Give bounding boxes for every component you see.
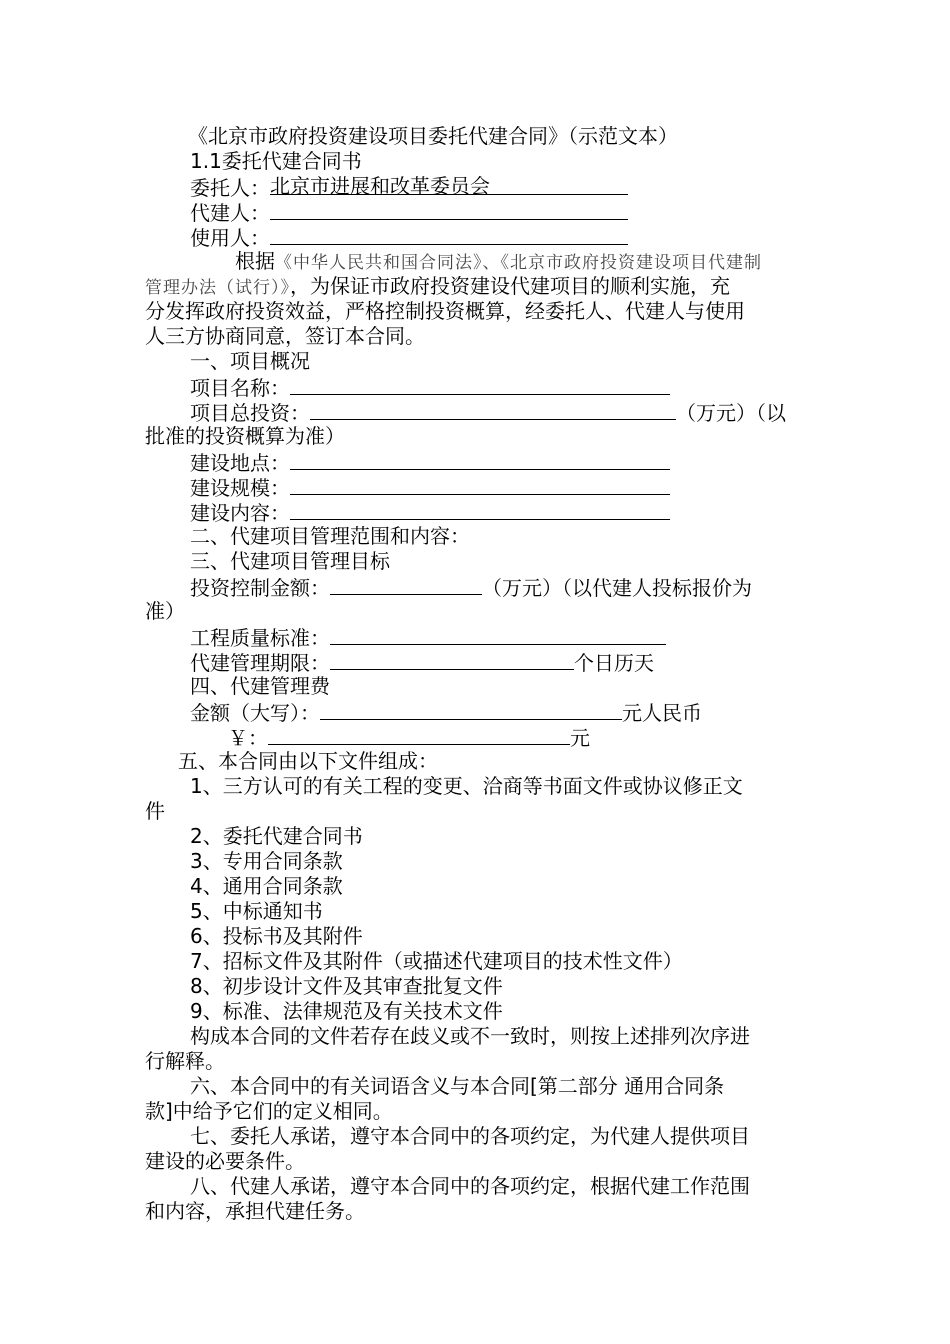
section-6-line-1: 六、本合同中的有关词语含义与本合同[第二部分 通用合同条 [190,1074,725,1098]
section-7-line-1: 七、委托人承诺，遵守本合同中的各项约定，为代建人提供项目 [190,1124,750,1148]
period-suffix: 个日历天 [574,651,654,675]
precedence-note-2: 行解释。 [145,1049,225,1073]
preamble-laws: 《中华人民共和国合同法》、《北京市政府投资建设项目代建制 [275,253,762,273]
total-investment-blank [310,399,676,420]
user-label: 使用人： [190,226,270,250]
user-line [190,224,870,251]
total-investment-label: 项目总投资： [190,401,310,425]
scale-blank [290,474,670,495]
section-2-heading: 二、代建项目管理范围和内容： [190,524,470,548]
section-1-heading: 一、项目概况 [190,349,310,373]
precedence-note-1: 构成本合同的文件若存在歧义或不一致时，则按上述排列次序进 [190,1024,750,1048]
total-investment-suffix: （万元）（以 [676,401,786,425]
content-blank [290,499,670,520]
agent-label: 代建人： [190,201,270,225]
doc-item-5: 5、中标通知书 [190,899,323,923]
fee-amount-suffix: 元人民币 [622,701,702,725]
content-line [190,499,870,526]
preamble-line-4: 人三方协商同意，签订本合同。 [145,324,425,348]
period-blank [330,649,574,670]
site-label: 建设地点： [190,451,290,475]
section-heading-1-1: 1.1委托代建合同书 [190,149,362,173]
invest-control-cont: 准） [145,599,185,623]
section-8-line-1: 八、代建人承诺，遵守本合同中的各项约定，根据代建工作范围 [190,1174,750,1198]
scale-line [190,474,870,501]
doc-item-6: 6、投标书及其附件 [190,924,363,948]
doc-item-8: 8、初步设计文件及其审查批复文件 [190,974,503,998]
client-line [190,174,870,201]
invest-control-blank [330,574,482,595]
agent-line [190,199,870,226]
total-investment-cont: 批准的投资概算为准） [145,424,345,448]
doc-item-1-cont: 件 [145,799,165,823]
doc-item-2: 2、委托代建合同书 [190,824,363,848]
client-label: 委托人： [190,176,270,200]
section-7-line-2: 建设的必要条件。 [145,1149,305,1173]
section-3-heading: 三、代建项目管理目标 [190,549,390,573]
preamble-line-1 [235,249,915,276]
preamble-laws-cont: 管理办法（试行）》 [145,278,290,298]
document-title: 《北京市政府投资建设项目委托代建合同》（示范文本） [188,124,678,148]
fee-amount-blank [320,699,622,720]
quality-line [190,624,870,651]
invest-control-line [190,574,870,601]
fee-amount-line [190,699,870,726]
section-8-line-2: 和内容，承担代建任务。 [145,1199,365,1223]
client-blank [270,174,628,198]
doc-item-3: 3、专用合同条款 [190,849,343,873]
doc-item-7: 7、招标文件及其附件（或描述代建项目的技术性文件） [190,949,683,973]
preamble-rest: ，为保证市政府投资建设代建项目的顺利实施，充 [290,274,730,298]
doc-item-4: 4、通用合同条款 [190,874,343,898]
preamble-lead: 根据 [235,249,275,273]
fee-yen-blank [268,724,570,745]
site-line [190,449,870,476]
period-label: 代建管理期限： [190,651,330,675]
section-6-line-2: 款]中给予它们的定义相同。 [145,1099,393,1123]
agent-blank [270,199,628,220]
total-investment-line [190,399,870,426]
invest-control-suffix: （万元）（以代建人投标报价为 [482,576,752,600]
fee-amount-label: 金额（大写）： [190,701,320,725]
project-name-label: 项目名称： [190,376,290,400]
doc-item-9: 9、标准、法律规范及有关技术文件 [190,999,503,1023]
preamble-line-2 [145,274,825,301]
fee-yen-line [228,724,908,751]
project-name-line [190,374,870,401]
preamble-line-3: 分发挥政府投资效益，严格控制投资概算，经委托人、代建人与使用 [145,299,745,323]
site-blank [290,449,670,470]
scale-label: 建设规模： [190,476,290,500]
content-label: 建设内容： [190,501,290,525]
period-line [190,649,870,676]
quality-label: 工程质量标准： [190,626,330,650]
fee-yen-suffix: 元 [570,726,590,750]
fee-yen-label: ￥： [228,726,268,750]
doc-item-1: 1、三方认可的有关工程的变更、洽商等书面文件或协议修正文 [190,774,743,798]
section-4-heading: 四、代建管理费 [190,674,330,698]
client-value: 北京市进展和改革委员会 [270,174,490,198]
user-blank [270,224,628,245]
quality-blank [330,624,666,645]
section-5-heading: 五、本合同由以下文件组成： [178,749,438,773]
project-name-blank [290,374,670,395]
invest-control-label: 投资控制金额： [190,576,330,600]
